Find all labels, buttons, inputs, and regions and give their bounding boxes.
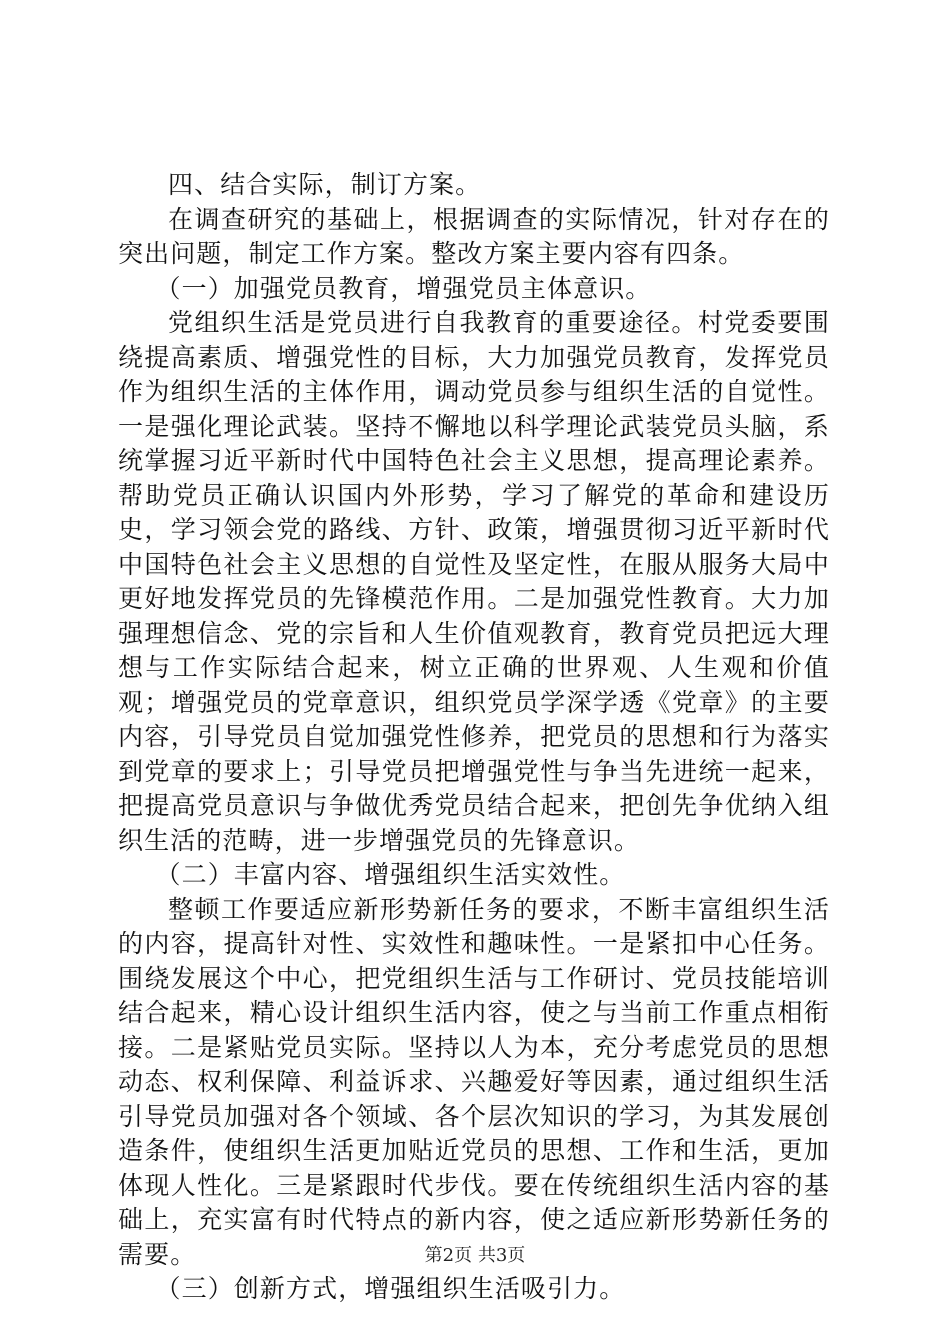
section-heading-4: 四、结合实际，制订方案。 bbox=[168, 170, 482, 199]
document-body bbox=[118, 168, 830, 1307]
subheading-1: （一）加强党员教育，增强党员主体意识。 bbox=[155, 273, 652, 303]
paragraph-education: 党组织生活是党员进行自我教育的重要途径。村党委要围绕提高素质、增强党性的目标，大力加强党员教育，发挥党员作为组织生活的主体作用，调动党员参与组织生活的自觉性。一是强化理论武装。坚持不懈地以科学理论武装党员头脑，系统掌握习近平新时代中国特色社会主义思想，提高理论素养。帮助党员正确认识国内外形势，学习了解党的革命和建设历史，学习领会党的路线、方针、政策，增强贯彻习近平新时代中国特色社会主义思想的自觉性及坚定性，在服从服务大局中更好地发挥党员的先锋模范作用。二是加强党性教育。大力加强理想信念、党的宗旨和人生价值观教育，教育党员把远大理想与工作实际结合起来，树立正确的世界观、人生观和价值观；增强党员的党章意识，组织党员学深学透《党章》的主要内容，引导党员自觉加强党性修养，把党员的思想和行为落实到党章的要求上；引导党员把增强党性与争当先进统一起来，把提高党员意识与争做优秀党员结合起来，把创先争优纳入组织生活的范畴，进一步增强党员的先锋意识。 bbox=[118, 308, 830, 855]
subheading-3: （三）创新方式，增强组织生活吸引力。 bbox=[155, 1274, 626, 1303]
paragraph-intro: 在调查研究的基础上，根据调查的实际情况，针对存在的突出问题，制定工作方案。整改方案主要内容有四条。 bbox=[118, 204, 830, 268]
subheading-2: （二）丰富内容、增强组织生活实效性。 bbox=[155, 860, 626, 889]
paragraph-content: 整顿工作要适应新形势新任务的要求，不断丰富组织生活的内容，提高针对性、实效性和趣味性。一是紧扣中心任务。围绕发展这个中心，把党组织生活与工作研讨、党员技能培训结合起来，精心设计组织生活内容，使之与当前工作重点相衔接。二是紧贴党员实际。坚持以人为本，充分考虑党员的思想动态、权利保障、利益诉求、兴趣爱好等因素，通过组织生活引导党员加强对各个领域、各个层次知识的学习，为其发展创造条件，使组织生活更加贴近党员的思想、工作和生活，更加体现人性化。三是紧跟时代步伐。要在传统组织生活内容的基础上，充实富有时代特点的新内容，使之适应新形势新任务的需要。 bbox=[118, 894, 830, 1269]
page-number-footer: 第2页 共3页 bbox=[424, 1245, 526, 1266]
